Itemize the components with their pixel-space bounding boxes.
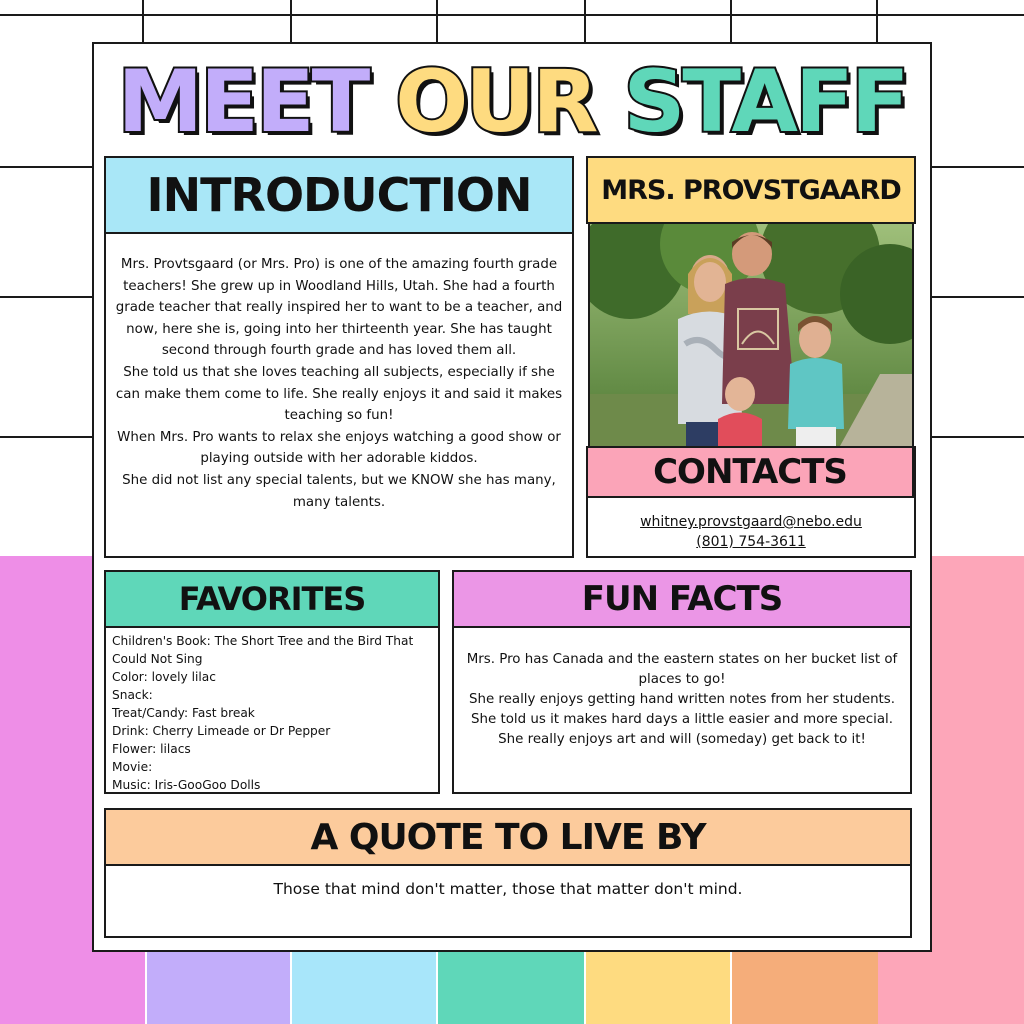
staff-name-box [586,156,916,224]
favorites-item: Snack: [112,688,153,702]
quote-section [104,808,912,938]
page-title [94,52,930,152]
grid-line [0,14,1024,16]
fun-facts-heading: FUN FACTS [454,572,910,628]
introduction-paragraph: She told us that she loves teaching all subjects, especially if she can make them come to life. She really enjoys it and said it makes teaching so fun! [115,364,563,424]
favorites-item: Color: lovely lilac [112,670,216,684]
title-word-staff: STAFF [623,52,907,152]
grid-line [142,0,144,42]
favorites-list [106,628,438,794]
contacts-section [586,446,916,558]
contacts-heading: CONTACTS [586,446,914,498]
color-strip [436,950,584,1024]
introduction-heading: INTRODUCTION [106,158,572,234]
color-strip [145,950,290,1024]
grid-line [0,436,92,438]
grid-line [290,0,292,42]
grid-line [584,0,586,42]
title-word-our: OUR [395,52,596,152]
fun-facts-section [452,570,912,794]
grid-line [876,0,878,42]
introduction-paragraph: When Mrs. Pro wants to relax she enjoys watching a good show or playing outside with her adorable kiddos. [117,429,561,467]
grid-line [932,166,1024,168]
grid-line [0,166,92,168]
favorites-item: Flower: lilacs [112,742,191,756]
staff-name: MRS. PROVSTGAARD [588,158,914,222]
grid-line [0,296,92,298]
favorites-item: Movie: [112,760,153,774]
staff-card [92,42,932,952]
introduction-section [104,156,574,558]
color-strip [730,950,878,1024]
favorites-section [104,570,440,794]
favorites-item: Drink: Cherry Limeade or Dr Pepper [112,724,331,738]
favorites-heading: FAVORITES [106,572,438,628]
favorites-item: Children's Book: The Short Tree and the Bird That Could Not Sing [112,634,414,666]
email-link[interactable]: whitney.provstgaard@nebo.edu [640,514,862,530]
fun-fact: She really enjoys getting hand written notes from her students. She told us it makes hard days a little easier and more special. [468,692,896,727]
staff-family-photo [588,224,914,446]
introduction-paragraph: She did not list any special talents, but we KNOW she has many, many talents. [122,472,556,510]
phone-link[interactable]: (801) 754-3611 [696,534,806,550]
family-photo-illustration [590,224,912,446]
grid-line [932,436,1024,438]
grid-line [730,0,732,42]
introduction-paragraph: Mrs. Provtsgaard (or Mrs. Pro) is one of the amazing fourth grade teachers! She grew up in Woodland Hills, Utah. She had a fourth grade teacher that really inspired her to want to be a teacher, and now, here she is, going into her thirteenth year. She has taught second through fourth grade and has loved them all. [115,257,563,359]
introduction-body [106,234,572,513]
color-strip [290,950,436,1024]
quote-text: Those that mind don't matter, those that matter don't mind. [273,880,743,898]
favorites-item: Music: Iris-GooGoo Dolls [112,778,261,792]
grid-line [436,0,438,42]
quote-heading: A QUOTE TO LIVE BY [106,810,910,866]
title-word-meet: MEET [117,52,368,152]
color-strip [584,950,730,1024]
fun-fact: Mrs. Pro has Canada and the eastern states on her bucket list of places to go! [466,652,898,687]
grid-line [932,296,1024,298]
favorites-item: Treat/Candy: Fast break [112,706,255,720]
contacts-body [588,512,914,552]
fun-fact: She really enjoys art and will (someday) get back to it! [498,732,866,747]
fun-facts-body [454,628,910,750]
